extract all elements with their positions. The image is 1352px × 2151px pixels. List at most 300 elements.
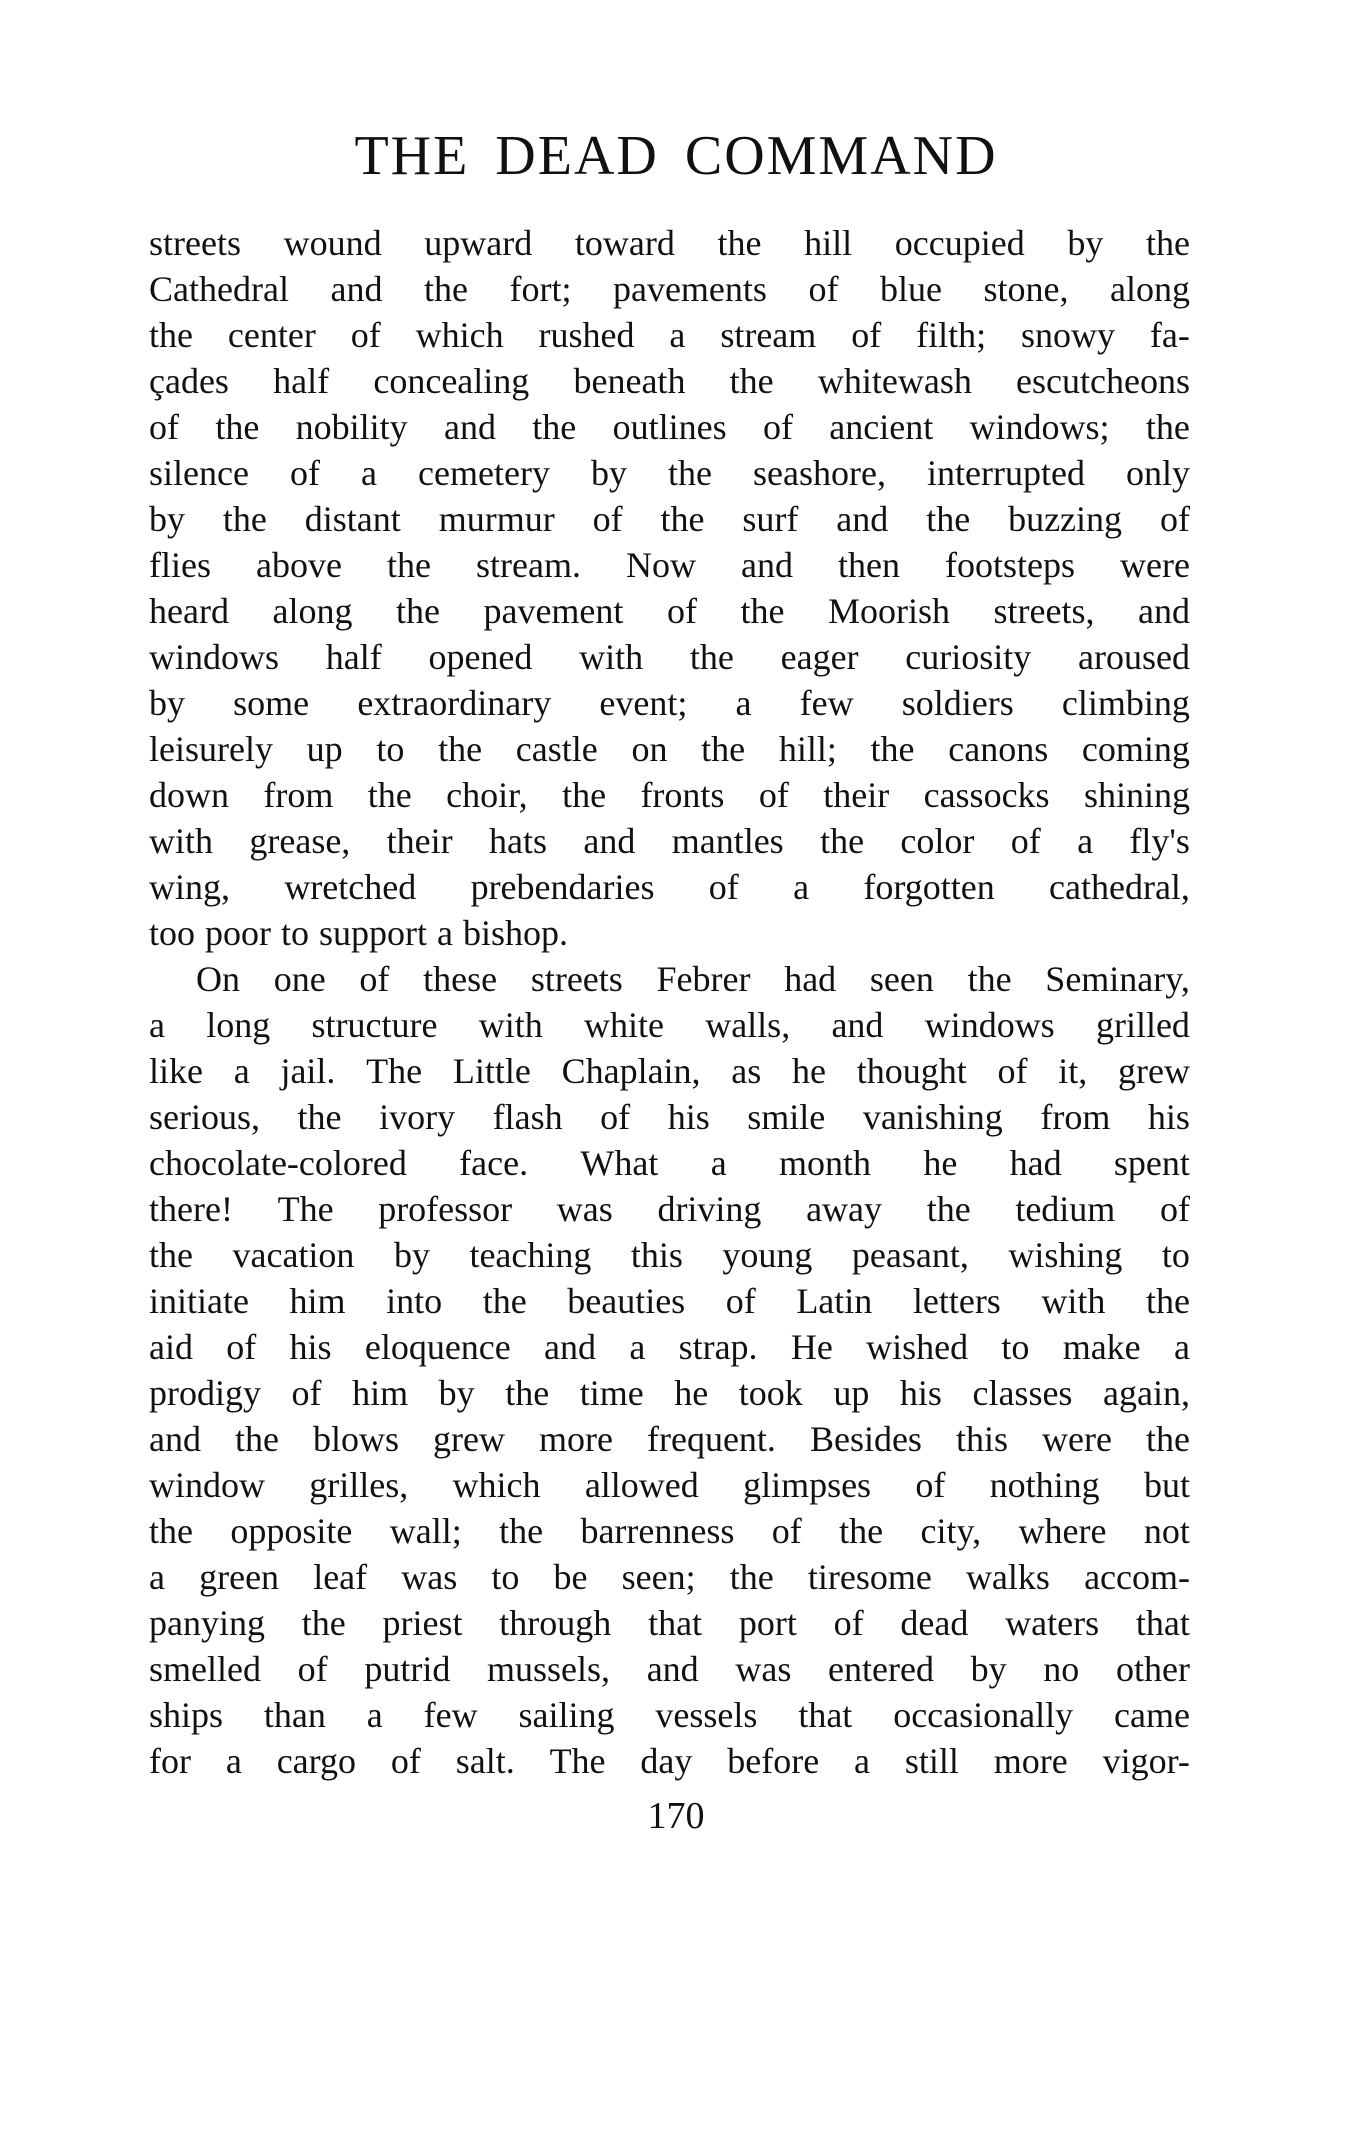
word: a — [793, 867, 810, 907]
word: not — [1143, 1511, 1190, 1551]
word: the — [1145, 1281, 1190, 1321]
word: by — [590, 453, 627, 493]
word: of — [297, 1649, 328, 1689]
word: he — [674, 1373, 709, 1413]
word: a — [225, 1741, 242, 1781]
word: heard — [149, 591, 229, 631]
word: barrenness — [580, 1511, 735, 1551]
word: ivory — [379, 1097, 456, 1137]
word: the — [235, 1419, 279, 1459]
word: prodigy — [149, 1373, 261, 1413]
word: whitewash — [817, 361, 972, 401]
word: filth; — [916, 315, 987, 355]
word: vigor- — [1102, 1741, 1190, 1781]
word: on — [631, 729, 668, 769]
word: cemetery — [418, 453, 550, 493]
word: the — [668, 453, 712, 493]
word: distant — [304, 499, 401, 539]
word: by — [1067, 223, 1104, 263]
word: grilles, — [309, 1465, 409, 1505]
text-line — [149, 450, 1190, 496]
text-line — [149, 1094, 1190, 1140]
word: too — [149, 913, 196, 953]
word: and — [836, 499, 889, 539]
word: aid — [149, 1327, 193, 1367]
word: a — [366, 1695, 383, 1735]
word: fort; — [509, 269, 572, 309]
word: a — [1077, 821, 1094, 861]
word: grease, — [249, 821, 351, 861]
text-line — [149, 1646, 1190, 1692]
word: priest — [382, 1603, 463, 1643]
word: half — [273, 361, 330, 401]
word: Febrer — [656, 959, 751, 999]
word: were — [1120, 545, 1190, 585]
word: his — [289, 1327, 332, 1367]
word: forgotten — [863, 867, 995, 907]
word: time — [579, 1373, 644, 1413]
word: the — [301, 1603, 346, 1643]
word: to — [1161, 1235, 1190, 1275]
word: the — [689, 637, 734, 677]
word: stone, — [983, 269, 1069, 309]
word: then — [837, 545, 900, 585]
word: extraordinary — [357, 683, 552, 723]
word: month — [779, 1143, 872, 1183]
word: the — [395, 591, 440, 631]
word: stream — [720, 315, 817, 355]
text-line — [149, 634, 1190, 680]
word: The — [549, 1741, 606, 1781]
word: serious, — [149, 1097, 260, 1137]
word: city, — [920, 1511, 982, 1551]
word: a — [735, 683, 752, 723]
text-line — [149, 818, 1190, 864]
word: by — [149, 499, 185, 539]
word: smile — [747, 1097, 826, 1137]
word: seen — [869, 959, 934, 999]
word: his — [899, 1373, 942, 1413]
text-line — [149, 1370, 1190, 1416]
word: of — [359, 959, 390, 999]
word: support — [319, 913, 428, 953]
word: but — [1143, 1465, 1190, 1505]
word: wretched — [284, 867, 417, 907]
word: of — [226, 1327, 257, 1367]
text-line — [149, 1186, 1190, 1232]
word: the — [717, 223, 762, 263]
word: accom- — [1084, 1557, 1190, 1597]
word: which — [415, 315, 504, 355]
word: occupied — [894, 223, 1025, 263]
word: few — [799, 683, 854, 723]
text-line — [149, 1048, 1190, 1094]
word: the — [386, 545, 431, 585]
word: Chaplain, — [561, 1051, 701, 1091]
word: there! — [149, 1189, 233, 1229]
word: cathedral, — [1049, 867, 1190, 907]
word: hill — [804, 223, 853, 263]
word: pavements — [612, 269, 767, 309]
word: a — [233, 1051, 250, 1091]
word: it, — [1058, 1051, 1088, 1091]
text-line — [149, 910, 1190, 956]
word: jail. — [280, 1051, 336, 1091]
word: the — [740, 591, 785, 631]
word: toward — [574, 223, 675, 263]
word: fronts — [640, 775, 725, 815]
word: of — [771, 1511, 802, 1551]
word: dead — [900, 1603, 969, 1643]
word: opened — [428, 637, 533, 677]
word: as — [731, 1051, 762, 1091]
word: of — [666, 591, 697, 631]
word: the — [482, 1281, 527, 1321]
word: eloquence — [364, 1327, 511, 1367]
word: waters — [1005, 1603, 1100, 1643]
word: no — [1043, 1649, 1080, 1689]
word: window — [149, 1465, 265, 1505]
word: sailing — [518, 1695, 615, 1735]
word: into — [386, 1281, 443, 1321]
word: of — [1010, 821, 1041, 861]
word: the — [562, 775, 607, 815]
word: curiosity — [905, 637, 1032, 677]
word: with — [579, 637, 644, 677]
word: hill; — [778, 729, 837, 769]
word: seashore, — [753, 453, 886, 493]
word: color — [900, 821, 975, 861]
word: young — [722, 1235, 813, 1275]
word: took — [738, 1373, 803, 1413]
word: a — [149, 1557, 165, 1597]
word: What — [580, 1143, 659, 1183]
word: and — [330, 269, 383, 309]
word: only — [1125, 453, 1190, 493]
word: the — [729, 1557, 774, 1597]
word: still — [904, 1741, 959, 1781]
word: the — [222, 499, 267, 539]
word: letters — [912, 1281, 1001, 1321]
word: make — [1062, 1327, 1141, 1367]
word: castle — [515, 729, 598, 769]
word: the — [423, 269, 468, 309]
word: interrupted — [927, 453, 1085, 493]
word: was — [556, 1189, 613, 1229]
word: by — [393, 1235, 430, 1275]
word: ancient — [829, 407, 934, 447]
word: more — [539, 1419, 613, 1459]
word: rushed — [538, 315, 635, 355]
text-line — [149, 1232, 1190, 1278]
word: grew — [433, 1419, 505, 1459]
word: port — [738, 1603, 797, 1643]
word: of — [149, 407, 179, 447]
word: shining — [1083, 775, 1190, 815]
word: the — [926, 1189, 971, 1229]
word: that — [798, 1695, 853, 1735]
word: had — [784, 959, 837, 999]
text-line — [149, 1508, 1190, 1554]
word: to — [491, 1557, 520, 1597]
word: the — [499, 1511, 544, 1551]
text-line — [149, 956, 1190, 1002]
word: classes — [972, 1373, 1073, 1413]
word: of — [708, 867, 739, 907]
word: and — [646, 1649, 699, 1689]
word: of — [390, 1741, 421, 1781]
text-line — [149, 772, 1190, 818]
word: smelled — [149, 1649, 261, 1689]
word: mussels, — [487, 1649, 611, 1689]
text-line — [149, 266, 1190, 312]
text-line — [149, 358, 1190, 404]
word: surf — [742, 499, 799, 539]
word: nothing — [989, 1465, 1100, 1505]
word: hats — [489, 821, 548, 861]
text-line — [149, 864, 1190, 910]
word: a — [1173, 1327, 1190, 1367]
word: initiate — [149, 1281, 249, 1321]
word: allowed — [584, 1465, 699, 1505]
text-line — [149, 542, 1190, 588]
word: upward — [424, 223, 533, 263]
word: of — [808, 269, 839, 309]
word: the — [149, 1235, 193, 1275]
running-header-title: THE DEAD COMMAND — [354, 125, 998, 187]
word: footsteps — [944, 545, 1075, 585]
word: vacation — [232, 1235, 355, 1275]
word: concealing — [373, 361, 530, 401]
word: Seminary, — [1045, 959, 1190, 999]
word: peasant, — [851, 1235, 969, 1275]
word: the — [438, 729, 483, 769]
word: along — [272, 591, 353, 631]
word: beauties — [567, 1281, 686, 1321]
word: Little — [452, 1051, 531, 1091]
word: was — [735, 1649, 792, 1689]
text-line — [149, 1600, 1190, 1646]
word: was — [401, 1557, 458, 1597]
word: seen; — [621, 1557, 696, 1597]
word: the — [297, 1097, 342, 1137]
word: to — [1001, 1327, 1030, 1367]
word: opposite — [230, 1511, 353, 1551]
word: a — [437, 913, 454, 953]
word: the — [367, 775, 412, 815]
word: some — [233, 683, 310, 723]
word: escutcheons — [1016, 361, 1190, 401]
word: professor — [378, 1189, 513, 1229]
word: the — [701, 729, 746, 769]
word: strap. — [678, 1327, 758, 1367]
word: cargo — [276, 1741, 356, 1781]
word: and — [544, 1327, 597, 1367]
word: murmur — [438, 499, 555, 539]
word: bishop. — [463, 913, 569, 953]
word: flash — [492, 1097, 563, 1137]
word: climbing — [1061, 683, 1190, 723]
word: a — [629, 1327, 646, 1367]
word: through — [499, 1603, 612, 1643]
word: white — [583, 1005, 664, 1045]
word: to — [376, 729, 405, 769]
word: the — [870, 729, 915, 769]
text-line — [149, 1002, 1190, 1048]
word: panying — [149, 1603, 265, 1643]
word: Latin — [796, 1281, 873, 1321]
word: he — [923, 1143, 958, 1183]
word: of — [762, 407, 793, 447]
word: windows; — [969, 407, 1110, 447]
word: coming — [1081, 729, 1190, 769]
word: by — [438, 1373, 475, 1413]
word: of — [851, 315, 882, 355]
word: before — [727, 1741, 820, 1781]
word: thought — [856, 1051, 967, 1091]
word: him — [352, 1373, 409, 1413]
text-line — [149, 496, 1190, 542]
text-line — [149, 1554, 1190, 1600]
word: eager — [780, 637, 859, 677]
word: wishing — [1008, 1235, 1123, 1275]
text-line — [149, 1692, 1190, 1738]
word: beneath — [573, 361, 686, 401]
word: him — [289, 1281, 346, 1321]
word: walks — [965, 1557, 1050, 1597]
word: and — [149, 1419, 201, 1459]
word: stream. — [475, 545, 581, 585]
word: which — [452, 1465, 541, 1505]
word: the — [820, 821, 865, 861]
word: center — [227, 315, 316, 355]
word: çades — [149, 361, 229, 401]
word: of — [600, 1097, 631, 1137]
word: wing, — [149, 867, 230, 907]
word: prebendaries — [470, 867, 655, 907]
word: more — [993, 1741, 1068, 1781]
text-line — [149, 1324, 1190, 1370]
word: half — [325, 637, 382, 677]
word: event; — [599, 683, 688, 723]
word: of — [915, 1465, 946, 1505]
word: down — [149, 775, 229, 815]
text-line — [149, 1416, 1190, 1462]
word: the — [149, 1511, 193, 1551]
word: glimpses — [743, 1465, 872, 1505]
word: a — [669, 315, 686, 355]
word: flies — [149, 545, 211, 585]
word: by — [149, 683, 185, 723]
word: vanishing — [862, 1097, 1003, 1137]
word: streets — [149, 223, 241, 263]
word: spent — [1113, 1143, 1190, 1183]
word: with — [149, 821, 214, 861]
word: nobility — [295, 407, 408, 447]
word: of — [291, 1373, 322, 1413]
word: soldiers — [901, 683, 1014, 723]
word: had — [1009, 1143, 1062, 1183]
word: and — [443, 407, 496, 447]
word: wall; — [389, 1511, 462, 1551]
word: from — [1040, 1097, 1111, 1137]
word: windows — [924, 1005, 1055, 1045]
word: the — [660, 499, 705, 539]
page-body-text — [149, 220, 1190, 1784]
word: Cathedral — [149, 269, 289, 309]
word: along — [1109, 269, 1190, 309]
word: aroused — [1078, 637, 1190, 677]
page-number: 170 — [647, 1795, 705, 1837]
word: the — [215, 407, 260, 447]
word: up — [306, 729, 343, 769]
word: the — [967, 959, 1012, 999]
word: a — [854, 1741, 871, 1781]
word: canons — [948, 729, 1049, 769]
word: grew — [1117, 1051, 1190, 1091]
word: day — [640, 1741, 693, 1781]
word: his — [1147, 1097, 1190, 1137]
word: away — [806, 1189, 883, 1229]
word: the — [729, 361, 774, 401]
word: of — [758, 775, 789, 815]
word: blue — [879, 269, 942, 309]
word: tedium — [1015, 1189, 1116, 1229]
word: grilled — [1095, 1005, 1190, 1045]
word: entered — [828, 1649, 934, 1689]
word: this — [955, 1419, 1008, 1459]
word: leisurely — [149, 729, 273, 769]
word: of — [1159, 1189, 1190, 1229]
word: of — [997, 1051, 1028, 1091]
word: by — [970, 1649, 1007, 1689]
word: mantles — [671, 821, 784, 861]
word: face. — [459, 1143, 529, 1183]
word: fly's — [1129, 821, 1190, 861]
word: their — [823, 775, 890, 815]
word: one — [273, 959, 326, 999]
word: of — [725, 1281, 756, 1321]
word: and — [831, 1005, 884, 1045]
word: the — [839, 1511, 884, 1551]
word: The — [366, 1051, 423, 1091]
word: fa- — [1149, 315, 1190, 355]
word: driving — [657, 1189, 762, 1229]
word: a — [149, 1005, 165, 1045]
word: their — [386, 821, 453, 861]
word: his — [667, 1097, 710, 1137]
word: came — [1114, 1695, 1190, 1735]
word: to — [281, 913, 310, 953]
word: the — [505, 1373, 550, 1413]
word: outlines — [612, 407, 727, 447]
text-line — [149, 312, 1190, 358]
word: a — [710, 1143, 727, 1183]
word: chocolate-colored — [149, 1143, 407, 1183]
word: of — [289, 453, 320, 493]
word: of — [1159, 499, 1190, 539]
word: that — [648, 1603, 703, 1643]
word: The — [277, 1189, 334, 1229]
word: were — [1042, 1419, 1112, 1459]
word: and — [740, 545, 793, 585]
word: for — [149, 1741, 191, 1781]
word: be — [553, 1557, 588, 1597]
word: than — [263, 1695, 326, 1735]
word: that — [1135, 1603, 1190, 1643]
word: the — [532, 407, 577, 447]
text-line — [149, 1462, 1190, 1508]
